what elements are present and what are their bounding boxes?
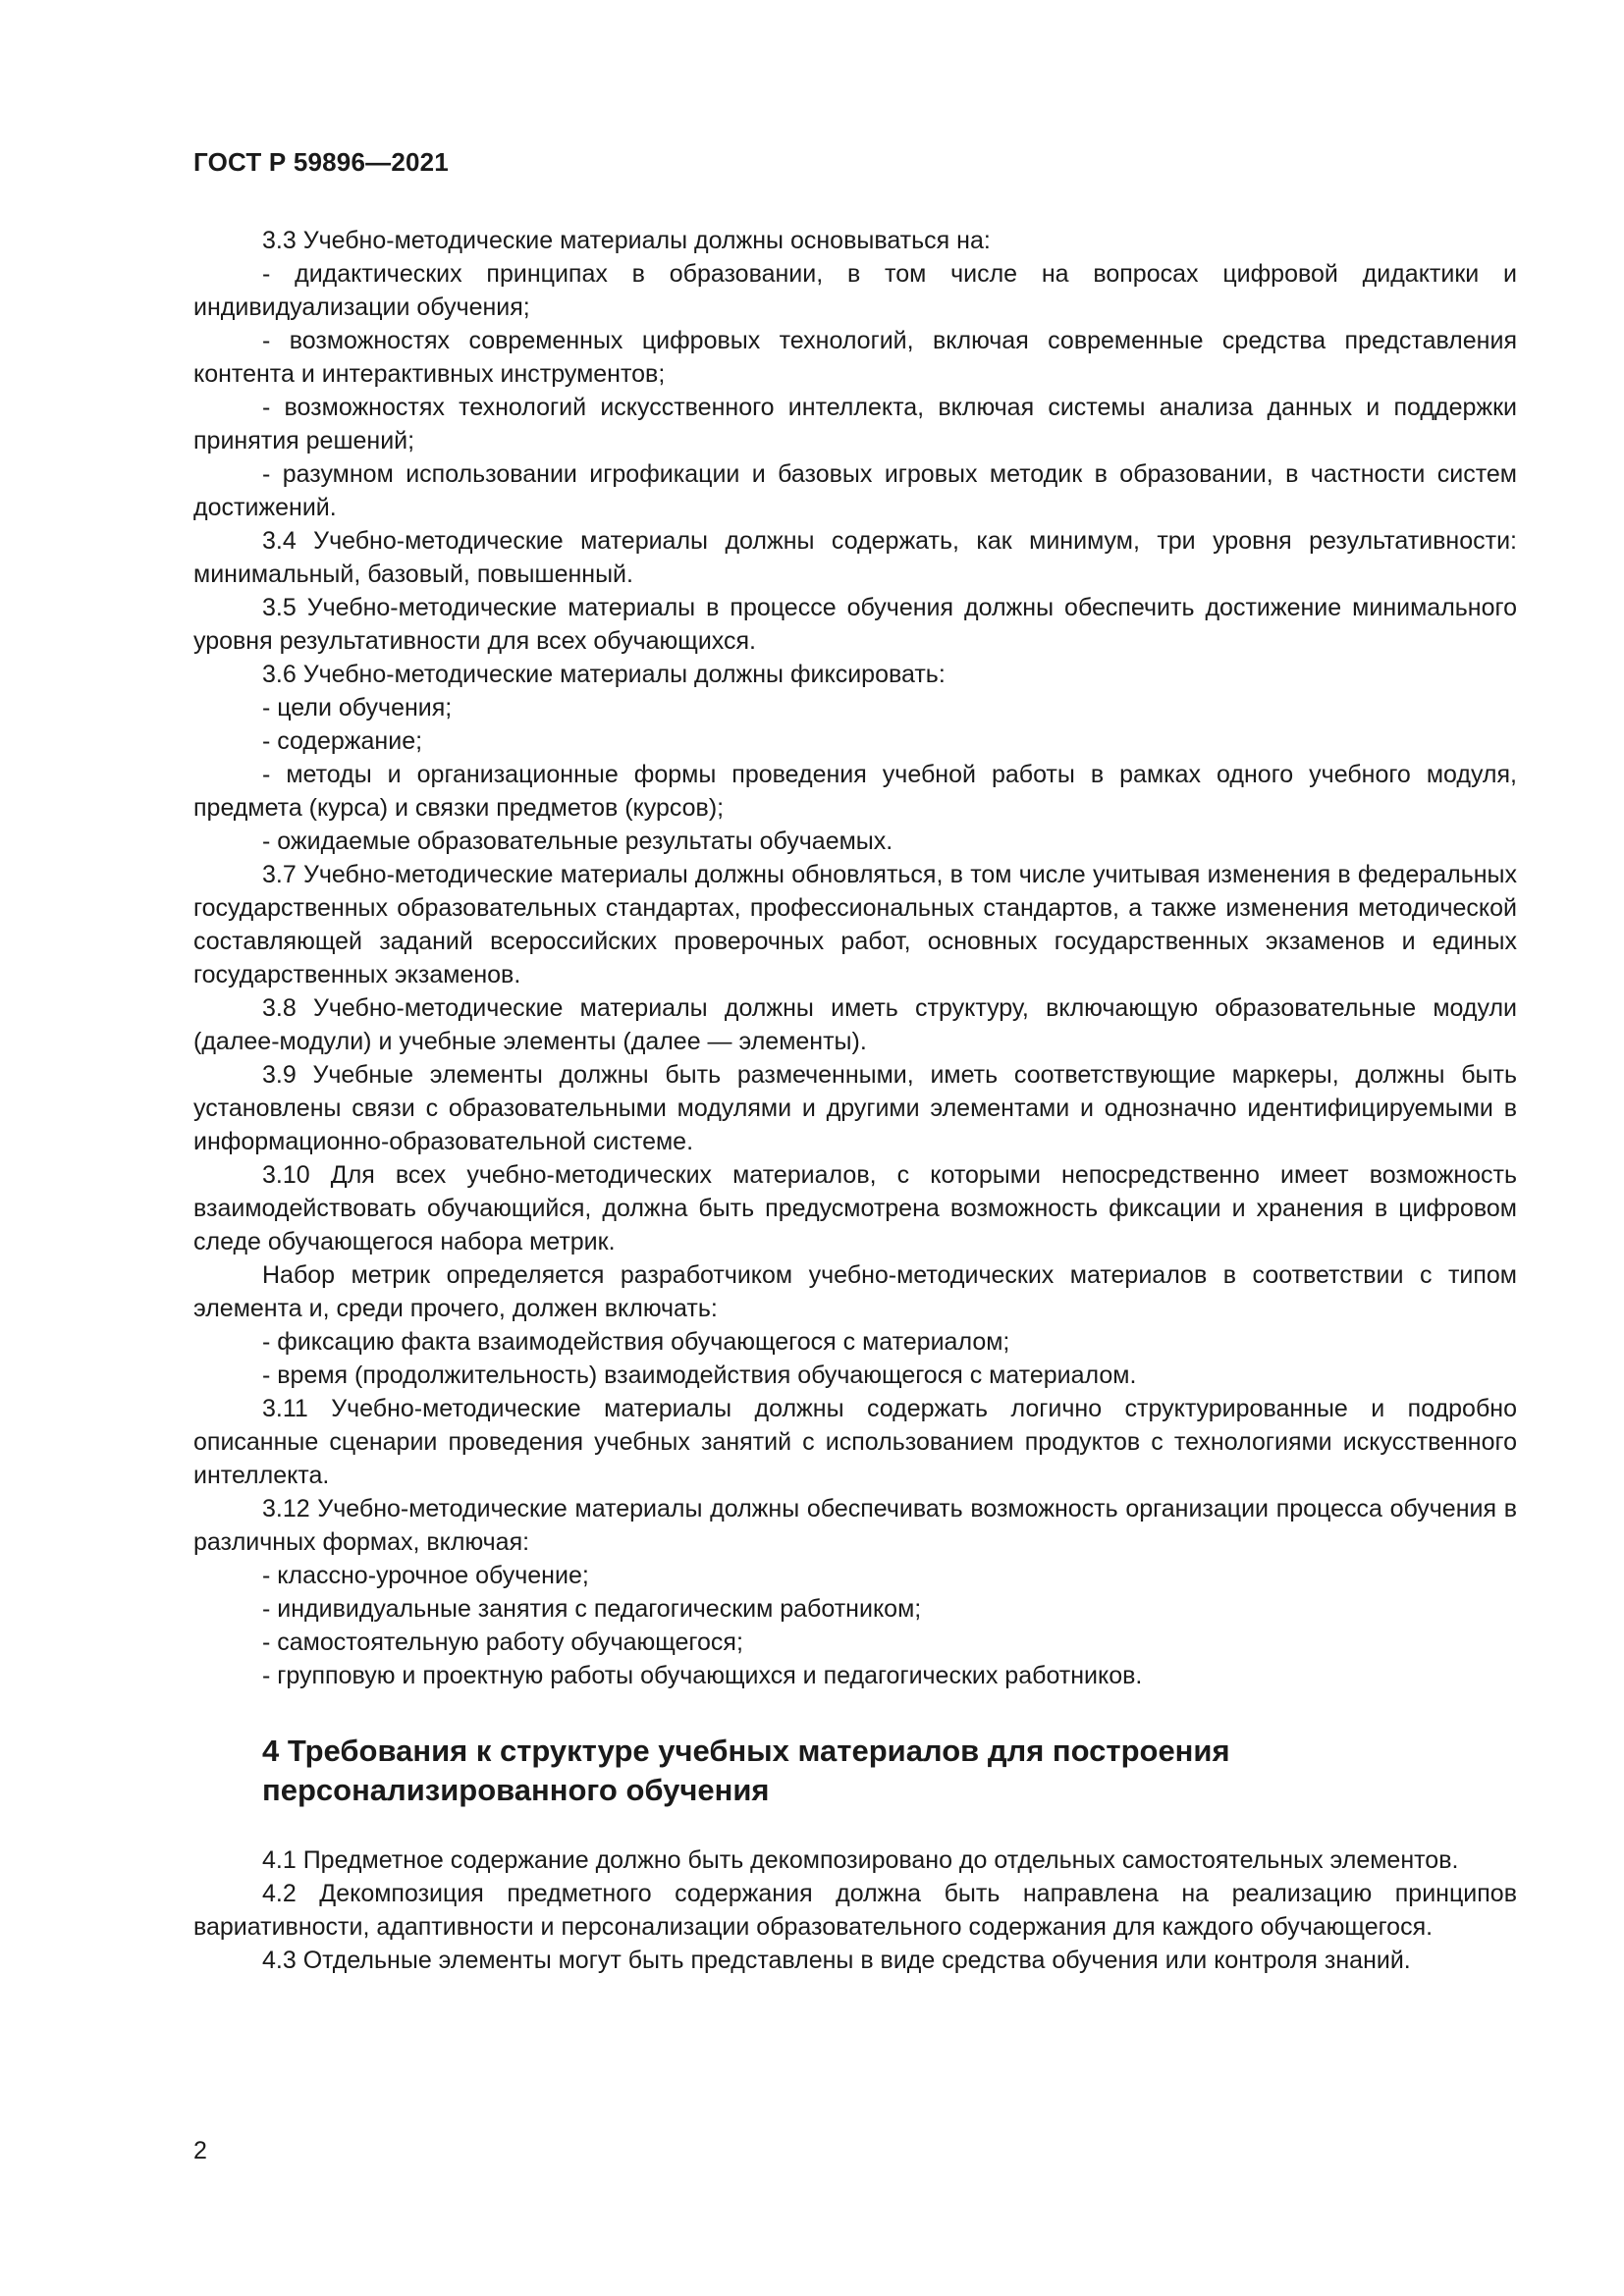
list-item: - время (продолжительность) взаимодействия обучающегося с материалом. — [262, 1362, 1137, 1389]
list-item: - разумном использовании игрофикации и базовых игровых методик в образовании, в частности систем достижений. — [193, 460, 1517, 521]
paragraph-3-12: 3.12 Учебно-методические материалы должны обеспечивать возможность организации процесса обучения в различных формах, включая: — [193, 1495, 1517, 1556]
paragraph-3-3: 3.3 Учебно-методические материалы должны основываться на: — [262, 227, 991, 254]
paragraph-4-3: 4.3 Отдельные элементы могут быть представлены в виде средства обучения или контроля знаний. — [262, 1947, 1411, 1974]
document-body — [193, 224, 1517, 1977]
paragraph-3-6: 3.6 Учебно-методические материалы должны фиксировать: — [262, 661, 946, 688]
paragraph-metrics: Набор метрик определяется разработчиком учебно-методических материалов в соответствии с типом элемента и, среди прочего, должен включать: — [193, 1261, 1517, 1322]
paragraph-3-8: 3.8 Учебно-методические материалы должны иметь структуру, включающую образовательные модули (далее-модули) и учебные элементы (далее — элементы). — [193, 994, 1517, 1055]
paragraph-3-4: 3.4 Учебно-методические материалы должны содержать, как минимум, три уровня результативности: минимальный, базовый, повышенный. — [193, 527, 1517, 588]
paragraph-4-1: 4.1 Предметное содержание должно быть декомпозировано до отдельных самостоятельных элементов. — [262, 1846, 1459, 1874]
list-item: - дидактических принципах в образовании, в том числе на вопросах цифровой дидактики и индивидуализации обучения; — [193, 260, 1517, 321]
page-number: 2 — [193, 2137, 207, 2164]
list-item: - индивидуальные занятия с педагогическим работником; — [262, 1595, 922, 1623]
list-item: - содержание; — [262, 727, 423, 755]
paragraph-4-2: 4.2 Декомпозиция предметного содержания должна быть направлена на реализацию принципов вариативности, адаптивности и персонализации образовательного содержания для каждого обучающегося. — [193, 1880, 1517, 1941]
section-4-title: 4 Требования к структуре учебных материалов для построения персонализированного обучения — [262, 1734, 1230, 1807]
paragraph-3-5: 3.5 Учебно-методические материалы в процессе обучения должны обеспечить достижение минимального уровня результативности для всех обучающихся. — [193, 594, 1517, 655]
list-item: - методы и организационные формы проведения учебной работы в рамках одного учебного модуля, предмета (курса) и связки предметов (курсов); — [193, 761, 1517, 822]
list-item: - ожидаемые образовательные результаты обучаемых. — [262, 828, 893, 855]
list-item: - фиксацию факта взаимодействия обучающегося с материалом; — [262, 1328, 1010, 1356]
paragraph-3-7: 3.7 Учебно-методические материалы должны обновляться, в том числе учитывая изменения в федеральных государственных образовательных стандартах, профессиональных стандартов, а также изменения методической составляющей заданий всероссийских проверочных работ, основных государственных экзаменов и единых государственных экзаменов. — [193, 861, 1517, 988]
list-item: - самостоятельную работу обучающегося; — [262, 1629, 743, 1656]
list-item: - цели обучения; — [262, 694, 453, 721]
document-header: ГОСТ Р 59896—2021 — [193, 147, 449, 177]
list-item: - классно-урочное обучение; — [262, 1562, 589, 1589]
list-item: - возможностях технологий искусственного интеллекта, включая системы анализа данных и поддержки принятия решений; — [193, 394, 1517, 454]
list-item: - возможностях современных цифровых технологий, включая современные средства представления контента и интерактивных инструментов; — [193, 327, 1517, 388]
paragraph-3-10: 3.10 Для всех учебно-методических материалов, с которыми непосредственно имеет возможность взаимодействовать обучающийся, должна быть предусмотрена возможность фиксации и хранения в цифровом следе обучающегося набора метрик. — [193, 1161, 1517, 1255]
list-item: - групповую и проектную работы обучающихся и педагогических работников. — [262, 1662, 1143, 1689]
paragraph-3-11: 3.11 Учебно-методические материалы должны содержать логично структурированные и подробно описанные сценарии проведения учебных занятий с использованием продуктов с технологиями искусственного интеллекта. — [193, 1395, 1517, 1489]
paragraph-3-9: 3.9 Учебные элементы должны быть размеченными, иметь соответствующие маркеры, должны быть установлены связи с образовательными модулями и другими элементами и однозначно идентифицируемыми в информационно-образовательной системе. — [193, 1061, 1517, 1155]
